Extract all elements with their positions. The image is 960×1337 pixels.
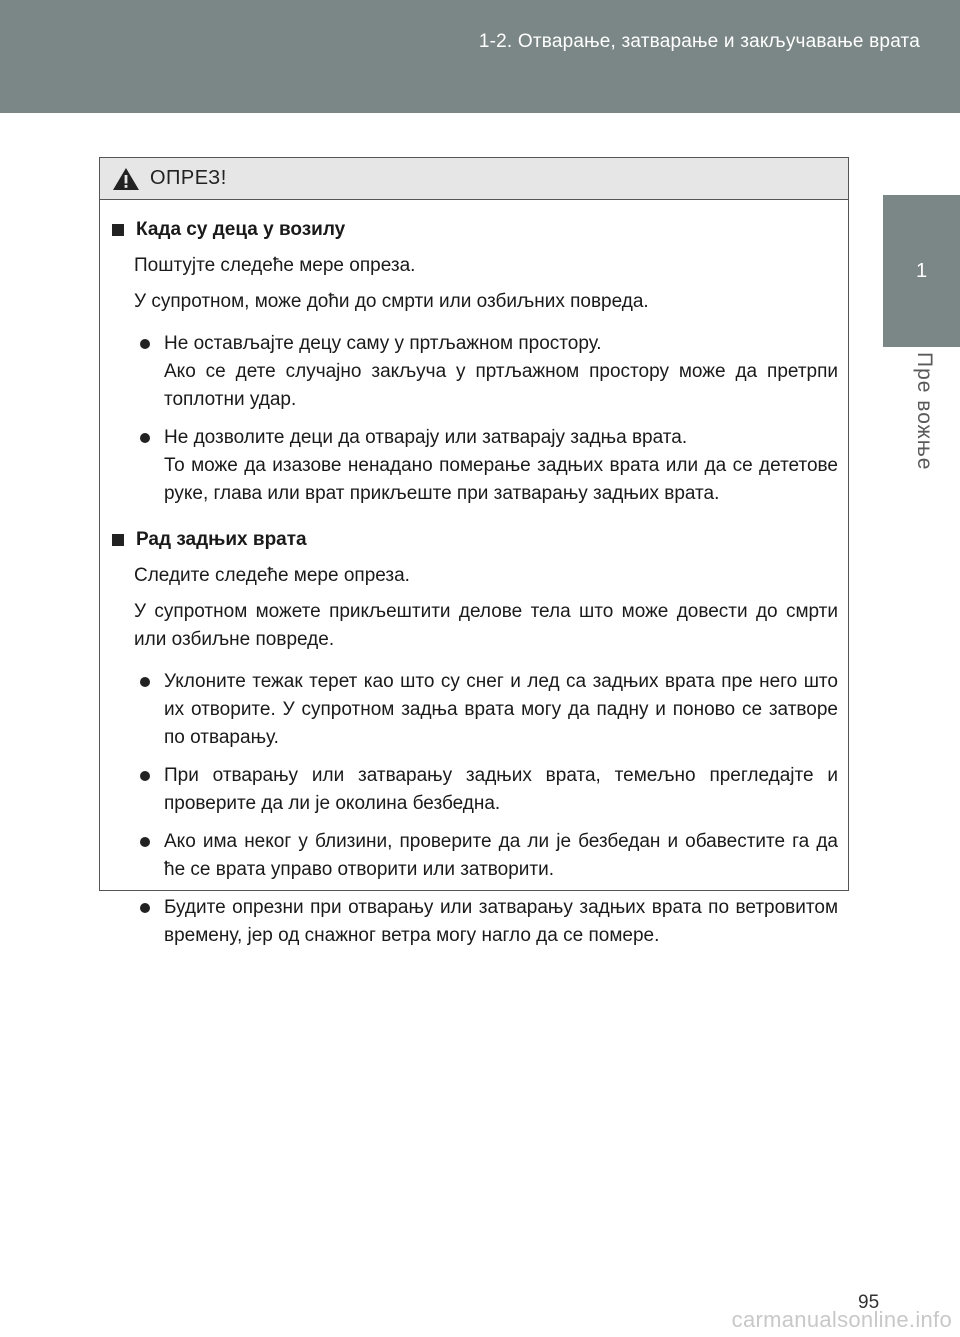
section-paragraph: Поштујте следеће мере опреза. — [134, 255, 416, 276]
bullet-text: Будите опрезни при отварању или затварању задњих врата по ветровитом времену, јер од снажног ветра могу нагло да се помере. — [164, 897, 838, 946]
square-bullet-icon — [112, 224, 124, 236]
header-bar — [0, 0, 960, 113]
bullet-item — [110, 668, 838, 752]
bullet-text: Ако има неког у близини, проверите да ли је безбедан и обавестите га да ће се врата управо отворити или затворити. — [164, 831, 838, 880]
bullet-item — [110, 330, 838, 414]
caution-content — [100, 200, 848, 950]
bullet-text: Не остављајте децу саму у пртљажном простору. Ако се дете случајно закључа у пртљажном простору може да претрпи топлотни удар. — [164, 333, 838, 410]
section-paragraph: Следите следеће мере опреза. — [134, 565, 410, 586]
section-heading-text: Када су деца у возилу — [136, 219, 346, 240]
chapter-number-tab — [883, 195, 960, 347]
page-number: 95 — [858, 1292, 880, 1313]
section-paragraph: У супротном можете прикљештити делове тела што може довести до смрти или озбиљне повреде. — [134, 601, 838, 650]
section-heading — [110, 216, 838, 244]
caution-title: ОПРЕЗ! — [150, 167, 227, 189]
bullet-text: Не дозволите деци да отварају или затварају задња врата. То може да изазове ненадано померање задњих врата или да се дететове руке, глава или врат прикљеште при затварању задњих врата. — [164, 427, 838, 504]
square-bullet-icon — [112, 534, 124, 546]
bullet-dot-icon — [140, 339, 150, 349]
chapter-label: Пре вожње — [913, 352, 936, 471]
caution-box — [99, 157, 849, 946]
bullet-dot-icon — [140, 837, 150, 847]
bullet-text: При отварању или затварању задњих врата, темељно прегледајте и проверите да ли је околина безбедна. — [164, 765, 838, 814]
section-title: 1-2. Отварање, затварање и закључавање врата — [478, 31, 920, 52]
chapter-number: 1 — [915, 259, 928, 282]
bullet-item — [110, 894, 838, 950]
bullet-item — [110, 424, 838, 508]
caution-header — [100, 158, 848, 200]
warning-triangle-icon — [112, 167, 140, 191]
bullet-item — [110, 762, 838, 818]
bullet-item — [110, 828, 838, 884]
watermark: carmanualsonline.info — [731, 1307, 952, 1332]
bullet-dot-icon — [140, 677, 150, 687]
bullet-dot-icon — [140, 771, 150, 781]
bullet-dot-icon — [140, 433, 150, 443]
bullet-text: Уклоните тежак терет као што су снег и лед са задњих врата пре него што их отворите. У супротном задња врата могу да падну и поново се затворе по отварању. — [164, 671, 838, 748]
section-paragraph: У супротном, може доћи до смрти или озбиљних повреда. — [134, 291, 649, 312]
section-heading-text: Рад задњих врата — [136, 529, 307, 550]
bullet-dot-icon — [140, 903, 150, 913]
section-heading — [110, 526, 838, 554]
